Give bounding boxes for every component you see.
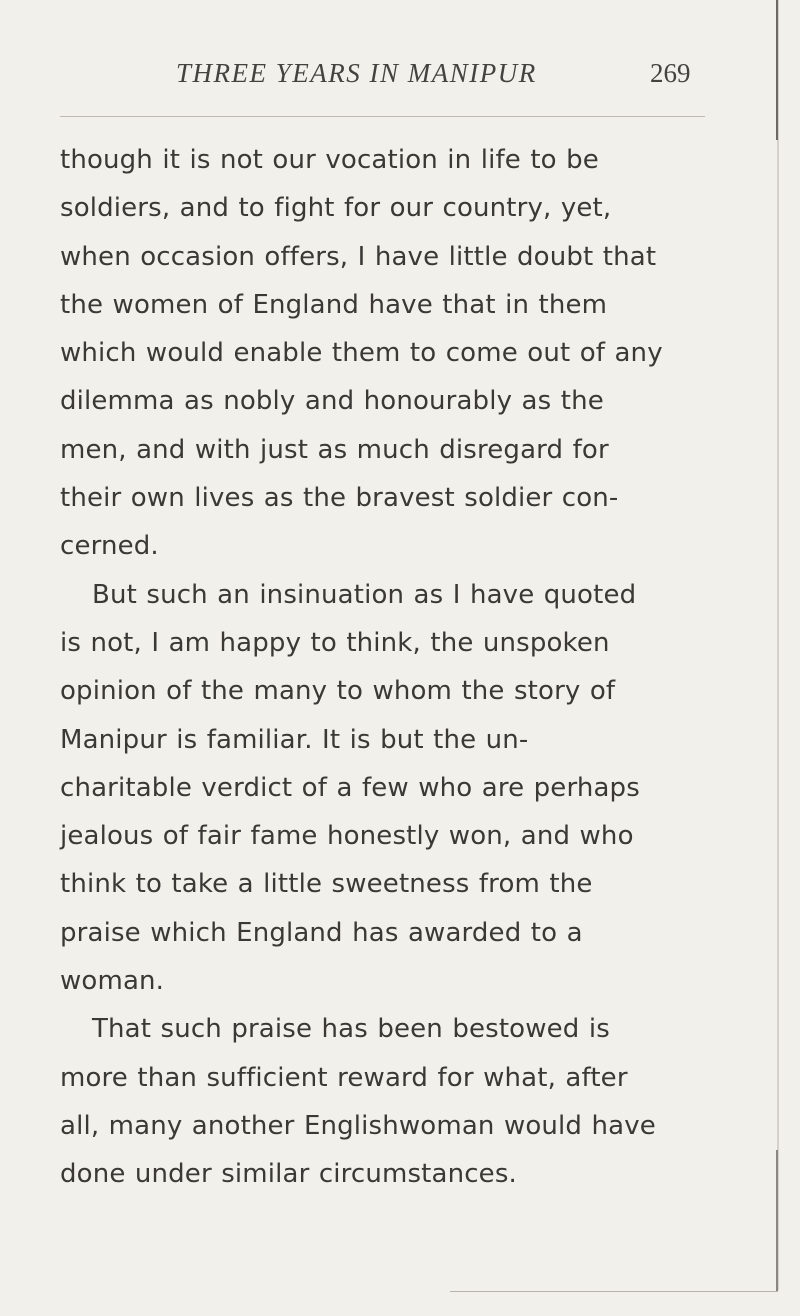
text-line: jealous of fair fame honestly won, and who	[60, 821, 634, 852]
text-line: dilemma as nobly and honourably as the	[60, 386, 604, 417]
text-line: Manipur is familiar. It is but the un-	[60, 724, 529, 755]
text-line: opinion of the many to whom the story of	[60, 676, 616, 707]
text-line: is not, I am happy to think, the unspoken	[60, 627, 610, 658]
text-line: think to take a little sweetness from the	[60, 869, 593, 900]
running-head	[0, 58, 800, 98]
text-line: more than sufficient reward for what, after	[60, 1062, 628, 1093]
text-line: though it is not our vocation in life to be	[60, 145, 599, 175]
header-rule	[60, 116, 705, 117]
paragraph-start-line: But such an insinuation as I have quoted	[92, 579, 637, 610]
text-line: when occasion offers, I have little doubt that	[60, 241, 657, 272]
body-text	[60, 136, 720, 1199]
page-edge-bottom	[776, 1150, 778, 1292]
text-line: woman.	[60, 966, 165, 997]
text-line: the women of England have that in them	[60, 289, 608, 320]
text-line: which would enable them to come out of any	[60, 338, 663, 369]
paragraph-start-line: That such praise has been bestowed is	[92, 1014, 610, 1045]
text-line: their own lives as the bravest soldier con-	[60, 483, 619, 514]
page-bottom-edge	[450, 1291, 778, 1292]
text-line: cerned.	[60, 531, 159, 562]
page-edge-shadow	[777, 0, 779, 1290]
text-line: all, many another Englishwoman would have	[60, 1110, 656, 1141]
text-line: charitable verdict of a few who are perhaps	[60, 772, 640, 803]
text-line: praise which England has awarded to a	[60, 917, 583, 948]
running-title: THREE YEARS IN MANIPUR	[176, 58, 537, 88]
text-line: men, and with just as much disregard for	[60, 434, 609, 465]
text-line: done under similar circumstances.	[60, 1159, 517, 1190]
page-number: 269	[650, 58, 691, 88]
text-line: soldiers, and to fight for our country, yet,	[60, 193, 612, 224]
